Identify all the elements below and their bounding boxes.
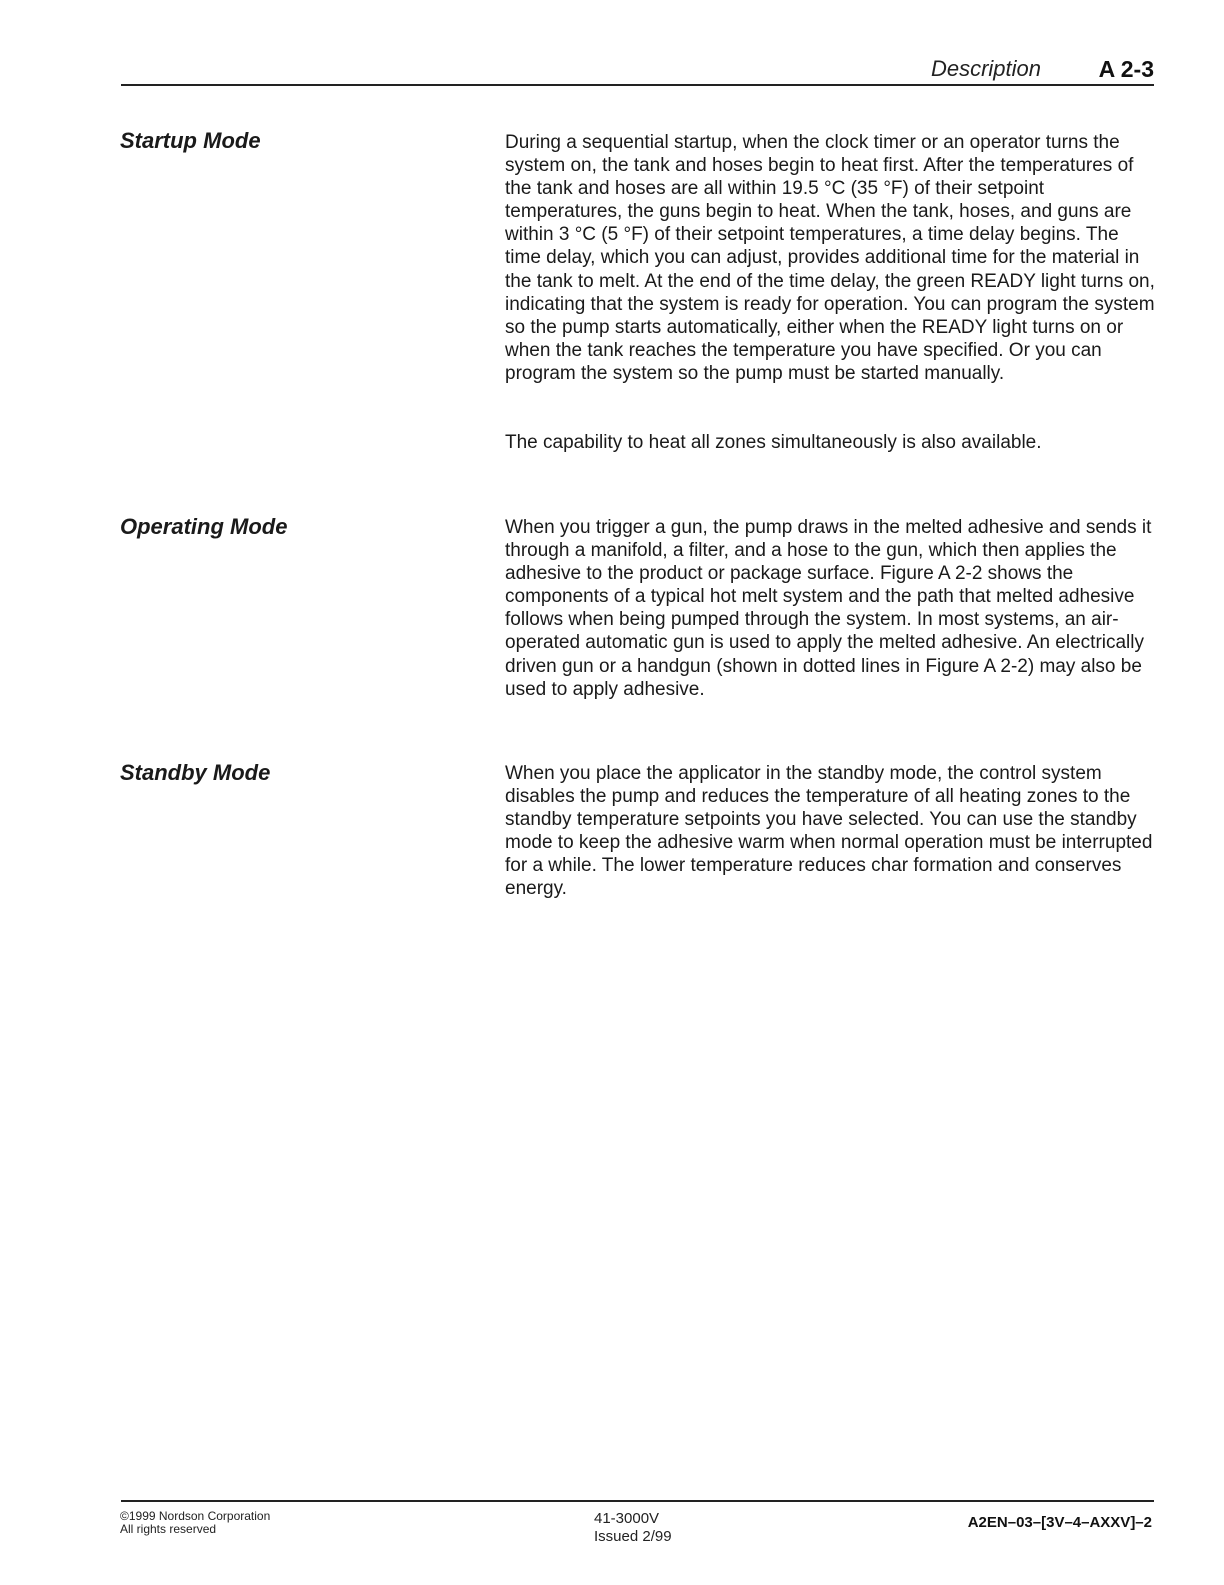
document-code: A2EN–03–[3V–4–AXXV]–2 <box>967 1514 1152 1531</box>
section-heading-startup: Startup Mode <box>120 128 261 153</box>
startup-paragraph-2: The capability to heat all zones simultaneously is also available. <box>505 432 1042 453</box>
footer-center-block <box>594 1510 672 1546</box>
copyright-text: ©1999 Nordson Corporation <box>120 1509 271 1523</box>
issued-date: Issued 2/99 <box>594 1528 672 1545</box>
operating-paragraph-1: When you trigger a gun, the pump draws in the melted adhesive and sends it through a manifold, a filter, and a hose to the gun, which then applies the adhesive to the product or package surface. Figure A 2-2 shows the components of a typical hot melt system and the path that melted adhesive follows when being pumped through the system. In most systems, an air-operated automatic gun is used to apply the melted adhesive. An electrically driven gun or a handgun (shown in dotted lines in Figure A 2-2) may also be used to apply adhesive. <box>505 517 1152 700</box>
startup-paragraph-1: During a sequential startup, when the clock timer or an operator turns the system on, the tank and hoses begin to heat first. After the temperatures of the tank and hoses are all within 19.5 °C (35 °F) of their setpoint temperatures, the guns begin to heat. When the tank, hoses, and guns are within 3 °C (5 °F) of their setpoint temperatures, a time delay begins. The time delay, which you can adjust, provides additional time for the material in the tank to melt. At the end of the time delay, the green READY light turns on, indicating that the system is ready for operation. You can program the system so the pump starts automatically, either when the READY light turns on or when the tank reaches the temperature you have specified. Or you can program the system so the pump must be started manually. <box>505 132 1155 384</box>
footer-copyright-block <box>120 1510 270 1536</box>
footer-rule <box>121 1500 1154 1502</box>
part-number: 41-3000V <box>594 1510 660 1527</box>
header-rule <box>121 84 1154 86</box>
standby-paragraph-1: When you place the applicator in the standby mode, the control system disables the pump and reduces the temperature of all heating zones to the standby temperature setpoints you have selected. You can use the standby mode to keep the adhesive warm when normal operation must be interrupted for a while. The lower temperature reduces char formation and conserves energy. <box>505 763 1153 900</box>
section-heading-operating: Operating Mode <box>120 514 288 539</box>
page-number: A 2-3 <box>1098 56 1154 82</box>
section-heading-standby: Standby Mode <box>120 760 271 785</box>
running-head: Description <box>930 56 1041 81</box>
rights-text: All rights reserved <box>120 1522 217 1536</box>
